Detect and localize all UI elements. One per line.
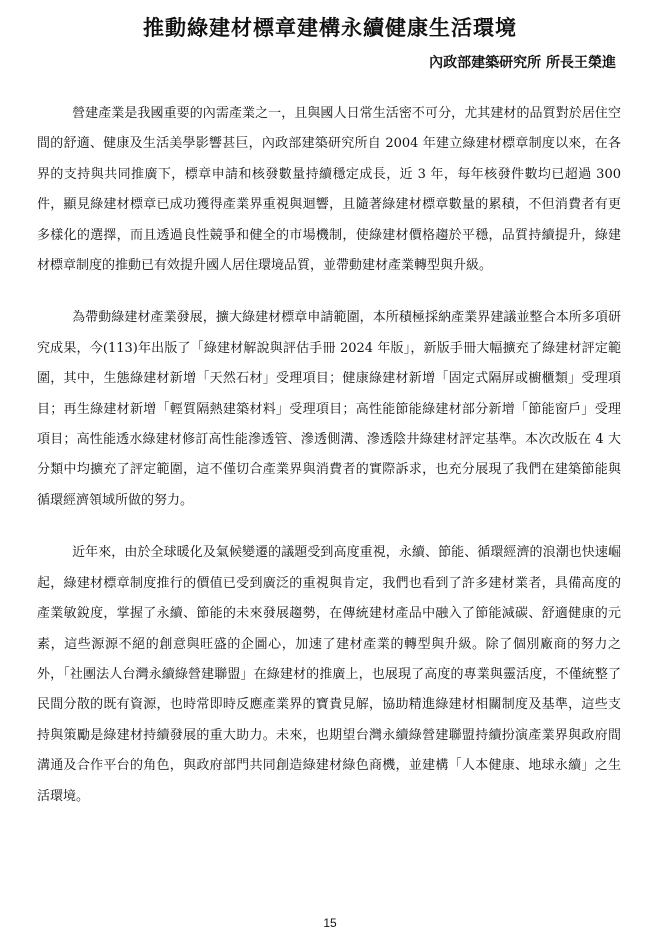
document-body (37, 99, 621, 834)
page-number: 15 (323, 916, 337, 930)
paragraph-3: 近年來，由於全球暖化及氣候變遷的議題受到高度重視，永續、節能、循環經濟的浪潮也快速崛起，綠建材標章制度推行的價值已受到廣泛的重視與肯定，我們也看到了許多建材業者，具備高度的產業敏銳度，掌握了永續、節能的未來發展趨勢，在傳統建材產品中融入了節能減碳、舒適健康的元素，這些源源不絕的創意與旺盛的企圖心，加速了建材產業的轉型與升級。除了個別廠商的努力之外，「社團法人台灣永續綠營建聯盟」在綠建材的推廣上，也展現了高度的專業與靈活度，不僅統整了民間分散的既有資源，也時常即時反應產業界的寶貴見解，協助精進綠建材相關制度及基準，這些支持與策勵是綠建材持續發展的重大助力。未來，也期望台灣永續綠營建聯盟持續扮演產業界與政府間溝通及合作平台的角色，與政府部門共同創造綠建材綠色商機，並建構「人本健康、地球永續」之生活環境。 (37, 545, 621, 804)
paragraph-1: 營建產業是我國重要的內需產業之一，且與國人日常生活密不可分，尤其建材的品質對於居住空間的舒適、健康及生活美學影響甚巨，內政部建築研究所自 2004 年建立綠建材標章制度以來，在各界的支持與共同推廣下，標章申請和核發數量持續穩定成長，近 3 年，每年核發件數均已超過 300 件，顯見綠建材標章已成功獲得產業界重視與迴響，且隨著綠建材標章數量的累積，不但消費者有更多樣化的選擇，而且透過良性競爭和健全的市場機制，使綠建材價格趨於平穩，品質持續提升，綠建材標章制度的推動已有效提升國人居住環境品質，並帶動建材產業轉型與升級。 (37, 106, 621, 274)
author-byline: 內政部建築研究所 所長王榮進 (429, 55, 616, 71)
document-title: 推動綠建材標章建構永續健康生活環境 (143, 16, 517, 40)
paragraph-2: 為帶動綠建材產業發展，擴大綠建材標章申請範圍，本所積極採納產業界建議並整合本所多項研究成果，今(113)年出版了「綠建材解說與評估手冊 2024 年版」，新版手冊大幅擴充了綠建材評定範圍，其中，生態綠建材新增「天然石材」受理項目；健康綠建材新增「固定式隔屏或櫥櫃類」受理項目；再生綠建材新增「輕質隔熱建築材料」受理項目；高性能節能綠建材部分新增「節能窗戶」受理項目；高性能透水綠建材修訂高性能滲透管、滲透側溝、滲透陰井綠建材評定基準。本次改版在 4 大分類中均擴充了評定範圍，這不僅切合產業界與消費者的實際訴求，也充分展現了我們在建築節能與循環經濟領域所做的努力。 (37, 310, 621, 508)
